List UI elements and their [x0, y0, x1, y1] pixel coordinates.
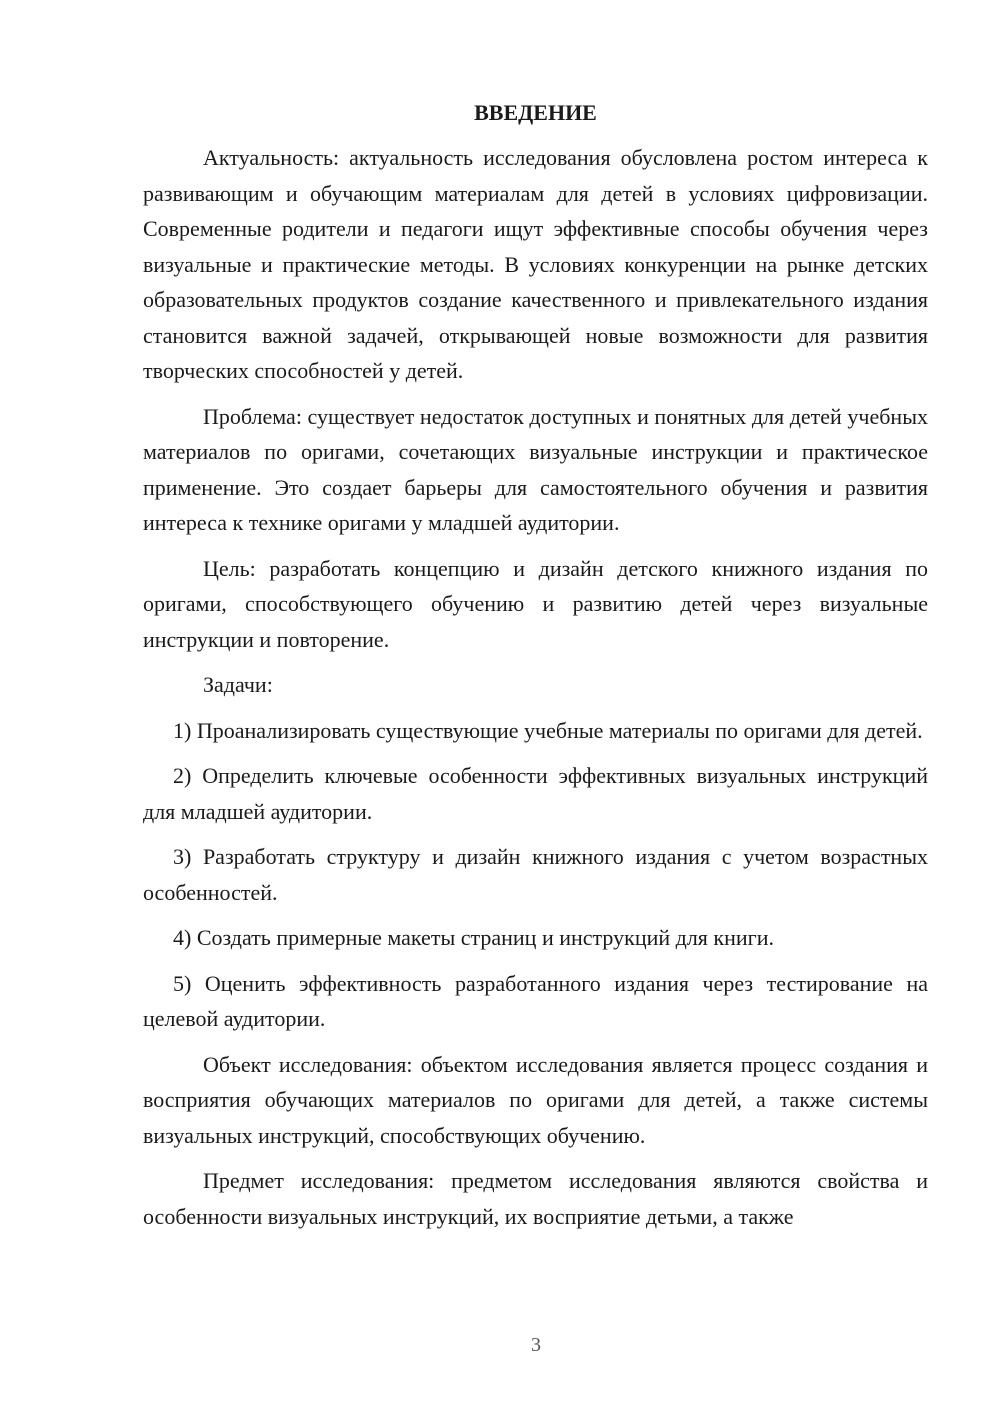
task-item-4: 4) Создать примерные макеты страниц и инструкций для книги.	[173, 925, 774, 950]
paragraph-problem: Проблема: существует недостаток доступных и понятных для детей учебных материалов по оригами, сочетающих визуальные инструкции и практическое применение. Это создает барьеры для самостоятельного обучения и развития интереса к технике оригами у младшей аудитории.	[143, 403, 928, 535]
page-number: 3	[531, 1334, 541, 1356]
tasks-label: Задачи:	[203, 672, 273, 697]
paragraph-goal: Цель: разработать концепцию и дизайн детского книжного издания по оригами, способствующего обучению и развитию детей через визуальные инструкции и повторение.	[143, 555, 928, 652]
task-item-1: 1) Проанализировать существующие учебные материалы по оригами для детей.	[173, 717, 923, 743]
paragraph-object: Объект исследования: объектом исследования является процесс создания и восприятия обучающих материалов по оригами для детей, а также системы визуальных инструкций, способствующих обучению.	[143, 1051, 928, 1148]
document-page	[143, 96, 928, 1234]
paragraph-subject: Предмет исследования: предметом исследования являются свойства и особенности визуальных инструкций, их восприятие детьми, а также	[143, 1168, 928, 1229]
task-item-2: 2) Определить ключевые особенности эффективных визуальных инструкций для младшей аудитории.	[143, 763, 928, 824]
section-heading: ВВЕДЕНИЕ	[474, 100, 597, 125]
task-item-3: 3) Разработать структуру и дизайн книжного издания с учетом возрастных особенностей.	[143, 844, 928, 905]
paragraph-relevance: Актуальность: актуальность исследования обусловлена ростом интереса к развивающим и обучающим материалам для детей в условиях цифровизации. Современные родители и педагоги ищут эффективные способы обучения через визуальные и практические методы. В условиях конкуренции на рынке детских образовательных продуктов создание качественного и привлекательного издания становится важной задачей, открывающей новые возможности для развития творческих способностей у детей.	[143, 145, 928, 383]
task-item-5: 5) Оценить эффективность разработанного издания через тестирование на целевой аудитории.	[143, 970, 928, 1031]
